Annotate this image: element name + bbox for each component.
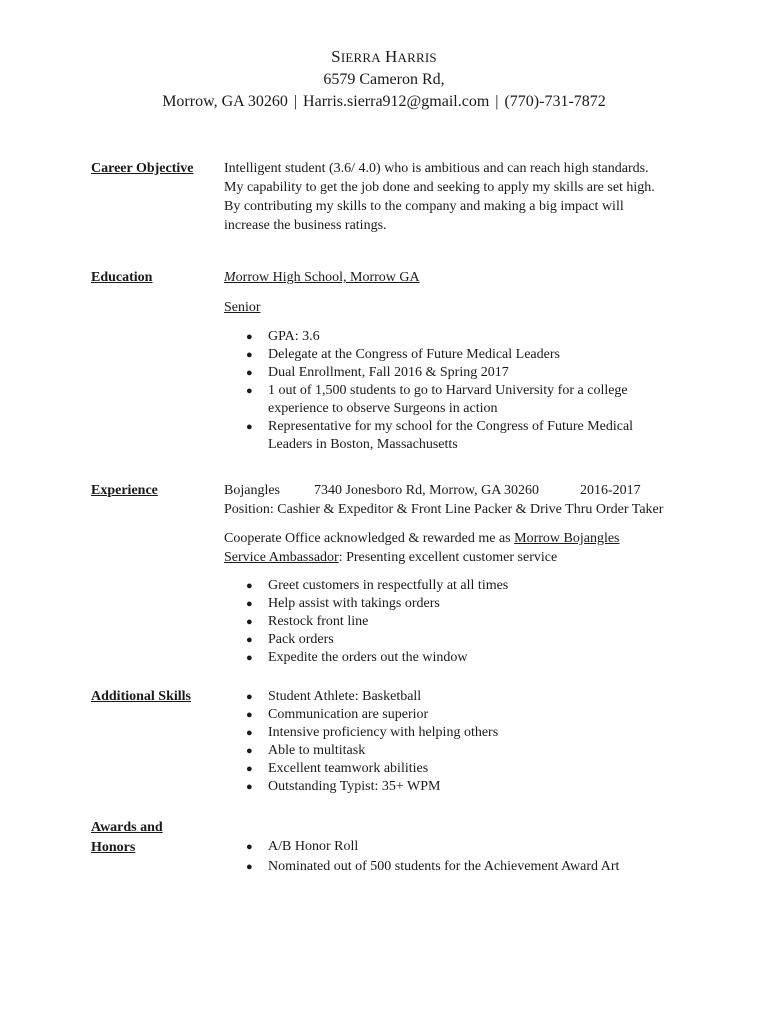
bullet-icon: ● bbox=[246, 763, 253, 775]
email-address[interactable]: Harris.sierra912@gmail.com bbox=[303, 93, 490, 110]
employer-address: 7340 Jonesboro Rd, Morrow, GA 30260 bbox=[314, 483, 540, 498]
street-address: 6579 Cameron Rd, bbox=[323, 71, 445, 88]
list-item: ● Intensive proficiency with helping others bbox=[246, 725, 499, 740]
position-title: Position: Cashier & Expeditor & Front Line Packer & Drive Thru Order Taker bbox=[224, 502, 664, 517]
list-item: ● Communication are superior bbox=[246, 707, 429, 722]
bullet-icon: ● bbox=[246, 385, 253, 397]
education-bullets bbox=[224, 328, 724, 454]
contact-line bbox=[0, 91, 768, 113]
list-item: ● Outstanding Typist: 35+ WPM bbox=[246, 779, 441, 794]
awards-heading: Awards and Honors bbox=[91, 820, 163, 855]
list-item: ● Pack orders bbox=[246, 632, 334, 647]
list-item: ● 1 out of 1,500 students to go to Harvard University for a college bbox=[246, 383, 628, 398]
awards-bullets bbox=[224, 837, 724, 877]
education-level: Senior bbox=[224, 300, 261, 315]
skills-bullets bbox=[224, 688, 724, 796]
list-item-continued: Leaders in Boston, Massachusetts bbox=[268, 437, 458, 452]
phone-number: (770)-731-7872 bbox=[504, 93, 606, 110]
bullet-icon: ● bbox=[246, 691, 253, 703]
bullet-icon: ● bbox=[246, 781, 253, 793]
additional-skills-content bbox=[224, 688, 724, 796]
list-item: ● Greet customers in respectfully at all times bbox=[246, 578, 509, 593]
school-name: Morrow High School, Morrow GA bbox=[224, 270, 420, 285]
experience-heading: Experience bbox=[91, 483, 158, 498]
objective-line: My capability to get the job done and seeking to apply my skills are set high. bbox=[224, 180, 655, 195]
city-state-zip: Morrow, GA 30260 bbox=[162, 93, 288, 110]
bullet-icon: ● bbox=[246, 367, 253, 379]
bullet-icon: ● bbox=[246, 349, 253, 361]
bullet-icon: ● bbox=[246, 598, 253, 610]
bullet-icon: ● bbox=[246, 727, 253, 739]
list-item: ● Expedite the orders out the window bbox=[246, 650, 468, 665]
bullet-icon: ● bbox=[246, 841, 253, 853]
education-heading: Education bbox=[91, 270, 153, 285]
list-item: ● Help assist with takings orders bbox=[246, 596, 440, 611]
award-name: Morrow Bojangles bbox=[514, 531, 620, 546]
experience-bullets bbox=[224, 577, 744, 667]
list-item: ● Delegate at the Congress of Future Medical Leaders bbox=[246, 347, 560, 362]
name-first-rest: IERRA bbox=[340, 50, 381, 65]
bullet-icon: ● bbox=[246, 331, 253, 343]
award-name: Service Ambassador bbox=[224, 550, 339, 565]
additional-skills-heading: Additional Skills bbox=[91, 689, 191, 704]
list-item: ● GPA: 3.6 bbox=[246, 329, 320, 344]
objective-line: increase the business ratings. bbox=[224, 218, 387, 233]
employer-row bbox=[224, 481, 744, 500]
experience-content bbox=[224, 481, 744, 667]
career-objective-heading: Career Objective bbox=[91, 161, 194, 176]
list-item: ● Student Athlete: Basketball bbox=[246, 689, 422, 704]
name-last-rest: ARRIS bbox=[397, 50, 437, 65]
separator: | bbox=[495, 93, 499, 110]
applicant-name bbox=[0, 46, 768, 69]
employment-dates: 2016-2017 bbox=[580, 483, 641, 498]
bullet-icon: ● bbox=[246, 634, 253, 646]
bullet-icon: ● bbox=[246, 421, 253, 433]
list-item-continued: experience to observe Surgeons in action bbox=[268, 401, 498, 416]
bullet-icon: ● bbox=[246, 616, 253, 628]
list-item: ● Excellent teamwork abilities bbox=[246, 761, 429, 776]
list-item: ● Nominated out of 500 students for the Achievement Award Art bbox=[224, 857, 724, 877]
bullet-icon: ● bbox=[246, 709, 253, 721]
employer-name: Bojangles bbox=[224, 483, 280, 498]
list-item: ● A/B Honor Roll bbox=[224, 837, 724, 857]
awards-content bbox=[224, 837, 724, 877]
separator: | bbox=[293, 93, 298, 110]
bullet-icon: ● bbox=[246, 861, 253, 873]
list-item: ● Dual Enrollment, Fall 2016 & Spring 2017 bbox=[246, 365, 509, 380]
acknowledgement: Cooperate Office acknowledged & rewarded me as Morrow Bojangles Service Ambassador: Presenting excellent customer service bbox=[224, 531, 620, 565]
bullet-icon: ● bbox=[246, 580, 253, 592]
education-content bbox=[224, 268, 724, 454]
name-last-initial: H bbox=[385, 47, 398, 66]
objective-line: Intelligent student (3.6/ 4.0) who is ambitious and can reach high standards. bbox=[224, 161, 649, 176]
bullet-icon: ● bbox=[246, 745, 253, 757]
list-item: ● Restock front line bbox=[246, 614, 369, 629]
resume-header bbox=[0, 46, 768, 113]
name-first-initial: S bbox=[331, 47, 341, 66]
career-objective-text bbox=[224, 159, 724, 235]
bullet-icon: ● bbox=[246, 652, 253, 664]
list-item: ● Representative for my school for the Congress of Future Medical bbox=[246, 419, 634, 434]
objective-line: By contributing my skills to the company and making a big impact will bbox=[224, 199, 624, 214]
list-item: ● Able to multitask bbox=[246, 743, 366, 758]
